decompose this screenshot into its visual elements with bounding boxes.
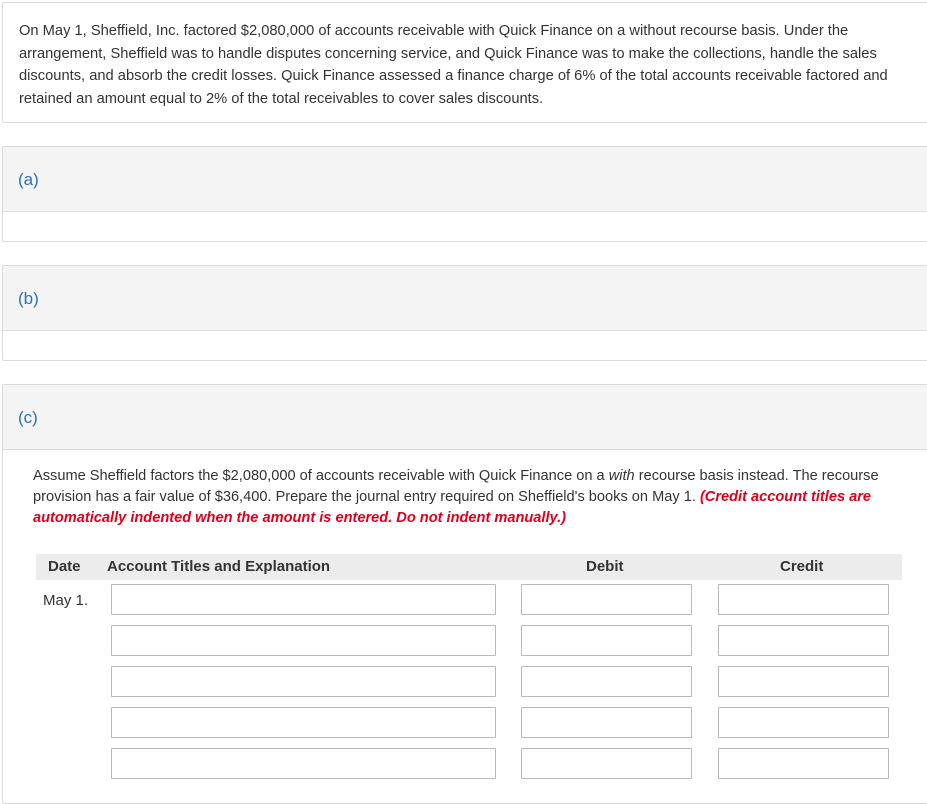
instructions-emphasis: with [608, 468, 635, 484]
credit-input[interactable] [718, 584, 889, 615]
account-input[interactable] [111, 625, 496, 656]
debit-input[interactable] [521, 584, 692, 615]
part-a-header[interactable] [3, 147, 927, 212]
part-b-header[interactable] [3, 266, 927, 331]
problem-statement-card [2, 2, 927, 123]
problem-text: On May 1, Sheffield, Inc. factored $2,080,000 of accounts receivable with Quick Finance on a without recourse basis. Under the arrangement, Sheffield was to handle disputes concerning service, and Quick Finance was to make the collections, handle the sales discounts, and absorb the credit losses. Quick Finance assessed a finance charge of 6% of the total accounts receivable factored and retained an amount equal to 2% of the total receivables to cover sales discounts. [19, 23, 888, 107]
debit-input[interactable] [521, 707, 692, 738]
instructions-text-2: recourse basis instead. The recourse provision has a fair value of $36,400. Prepare the journal entry required on Sheffield's books on May 1. [33, 468, 879, 505]
instructions-note: (Credit account titles are automatically indented when the amount is entered. Do not indent manually.) [33, 489, 872, 526]
debit-input[interactable] [521, 625, 692, 656]
part-b-label: (b) [18, 289, 39, 308]
part-c-instructions [33, 466, 918, 529]
header-credit: Credit [780, 558, 824, 575]
part-b-card [2, 265, 927, 361]
credit-input[interactable] [718, 748, 889, 779]
account-input[interactable] [111, 707, 496, 738]
header-debit: Debit [586, 558, 624, 575]
part-c-card [2, 384, 927, 804]
part-a-label: (a) [18, 170, 39, 189]
debit-input[interactable] [521, 666, 692, 697]
credit-input[interactable] [718, 666, 889, 697]
header-account: Account Titles and Explanation [107, 558, 331, 575]
credit-input[interactable] [718, 625, 889, 656]
journal-table-header [36, 554, 902, 580]
part-c-header[interactable] [3, 385, 927, 450]
account-input[interactable] [111, 584, 496, 615]
account-input[interactable] [111, 666, 496, 697]
part-c-label: (c) [18, 408, 38, 427]
entry-date: May 1. [43, 592, 89, 609]
account-input[interactable] [111, 748, 496, 779]
debit-input[interactable] [521, 748, 692, 779]
header-date: Date [48, 558, 81, 575]
instructions-text-1: Assume Sheffield factors the $2,080,000 of accounts receivable with Quick Finance on a [33, 468, 609, 484]
part-a-card [2, 146, 927, 242]
credit-input[interactable] [718, 707, 889, 738]
